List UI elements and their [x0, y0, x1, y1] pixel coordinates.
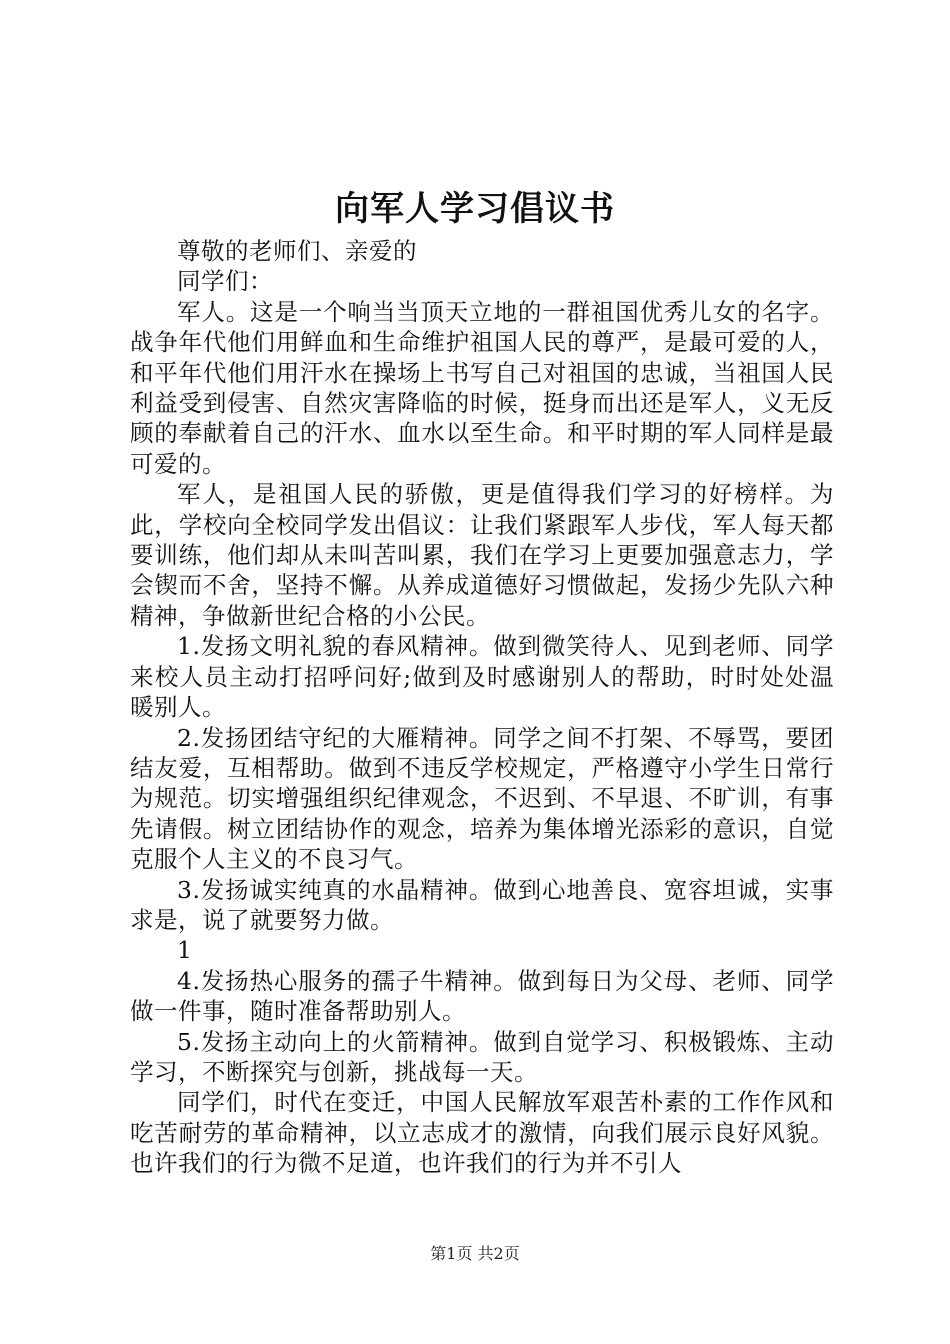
- salutation-line-1: 尊敬的老师们、亲爱的: [177, 237, 417, 265]
- list-item: 5.发扬主动向上的火箭精神。做到自觉学习、积极锻炼、主动学习，不断探究与创新，挑战每一天。: [130, 1027, 834, 1086]
- page-marker: 1: [177, 936, 193, 965]
- list-item: 2.发扬团结守纪的大雁精神。同学之间不打架、不辱骂，要团结友爱，互相帮助。做到不违反学校规定，严格遵守小学生日常行为规范。切实增强组织纪律观念，不迟到、不早退、不旷训，有事先请假。树立团结协作的观念，培养为集体增光添彩的意识，自觉克服个人主义的不良习气。: [130, 723, 834, 874]
- list-item: 4.发扬热心服务的孺子牛精神。做到每日为父母、老师、同学做一件事，随时准备帮助别人。: [130, 966, 834, 1026]
- list-item: 3.发扬诚实纯真的水晶精神。做到心地善良、宽容坦诚，实事求是，说了就要努力做。: [130, 875, 834, 934]
- paragraph: 军人。这是一个响当当顶天立地的一群祖国优秀儿女的名字。战争年代他们用鲜血和生命维护祖国人民的尊严，是最可爱的人，和平年代他们用汗水在操场上书写自己对祖国的忠诚，当祖国人民利益受到侵害、自然灾害降临的时候，挺身而出还是军人，义无反顾的奉献着自己的汗水、血水以至生命。和平时期的军人同样是最可爱的。: [130, 297, 834, 478]
- paragraph: 同学们，时代在变迁，中国人民解放军艰苦朴素的工作作风和吃苦耐劳的革命精神，以立志成才的激情，向我们展示良好风貌。也许我们的行为微不足道，也许我们的行为并不引人: [130, 1088, 834, 1178]
- document-body: [130, 236, 834, 1179]
- list-item: 1.发扬文明礼貌的春风精神。做到微笑待人、见到老师、同学来校人员主动打招呼问好;做到及时感谢别人的帮助，时时处处温暖别人。: [130, 632, 834, 722]
- document-title: 向军人学习倡议书: [335, 189, 615, 229]
- page-footer: 第1页 共2页: [430, 1244, 520, 1263]
- salutation-line-2: 同学们：: [177, 267, 273, 296]
- paragraph: 军人，是祖国人民的骄傲，更是值得我们学习的好榜样。为此，学校向全校同学发出倡议：让我们紧跟军人步伐，军人每天都要训练，他们却从未叫苦叫累，我们在学习上更要加强意志力，学会锲而不舍，坚持不懈。从养成道德好习惯做起，发扬少先队六种精神，争做新世纪合格的小公民。: [130, 480, 834, 630]
